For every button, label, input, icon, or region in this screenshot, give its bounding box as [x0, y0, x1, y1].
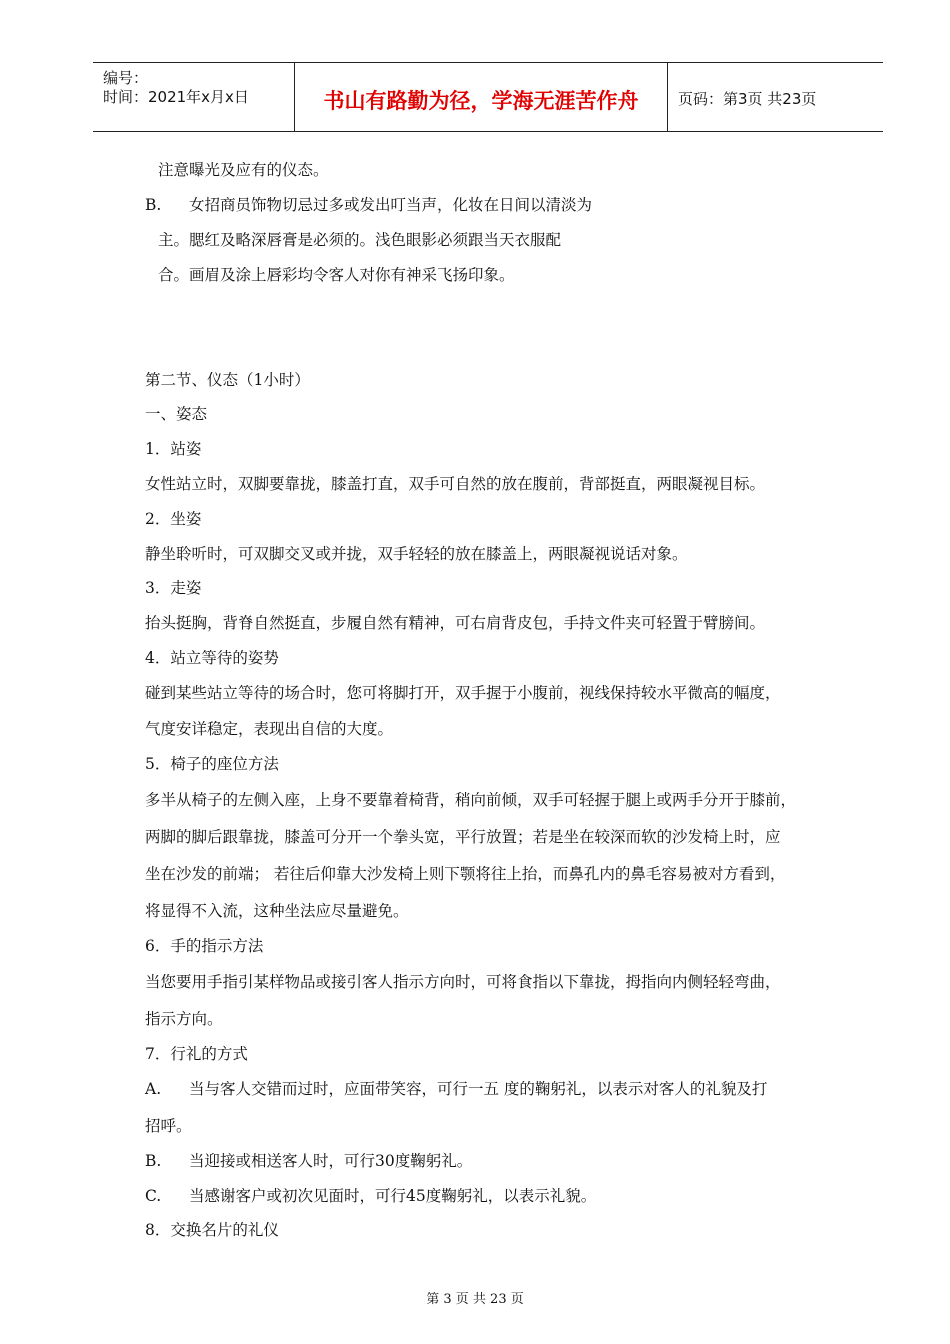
document-number-label: 编号： [103, 69, 149, 87]
paragraph-line: 将显得不入流，这种坐法应尽量避免。 [145, 902, 409, 920]
body-line: 合。画眉及涂上唇彩均令客人对你有神采飞扬印象。 [158, 266, 515, 284]
paragraph-line: 碰到某些站立等待的场合时，您可将脚打开，双手握于小腹前，视线保持较水平微高的幅度， [145, 684, 781, 702]
item-heading: 7．行礼的方式 [145, 1045, 248, 1063]
list-marker: C. [145, 1187, 162, 1205]
header-motto-cell [294, 63, 668, 131]
subsection-heading: 一、姿态 [145, 405, 208, 423]
page-footer: 第 3 页 共 23 页 [426, 1292, 524, 1307]
item-heading: 4．站立等待的姿势 [145, 649, 279, 667]
paragraph-line: 两脚的脚后跟靠拢，膝盖可分开一个拳头宽，平行放置；若是坐在较深而软的沙发椅上时，应 [145, 828, 781, 846]
list-marker: A. [145, 1080, 162, 1098]
item-heading: 2．坐姿 [145, 510, 202, 528]
paragraph-line: 指示方向。 [145, 1010, 223, 1028]
paragraph-line: 抬头挺胸，背脊自然挺直，步履自然有精神，可右肩背皮包，手持文件夹可轻置于臂膀间。 [145, 614, 766, 632]
list-item-text: 当迎接或相送客人时，可行30度鞠躬礼。 [189, 1152, 473, 1170]
paragraph-line: 招呼。 [145, 1117, 192, 1135]
list-item-b [145, 1151, 472, 1171]
paragraph-line: 气度安详稳定，表现出自信的大度。 [145, 720, 394, 738]
header-motto: 书山有路勤为径，学海无涯苦作舟 [323, 89, 639, 113]
paragraph-line: 坐在沙发的前端； 若往后仰靠大沙发椅上则下颚将往上抬，而鼻孔内的鼻毛容易被对方看到， [145, 865, 786, 883]
item-heading: 5．椅子的座位方法 [145, 755, 279, 773]
list-item-text: 当与客人交错而过时，应面带笑容，可行一五 度的鞠躬礼，以表示对客人的礼貌及打 [189, 1080, 768, 1098]
list-marker: B. [145, 1152, 162, 1170]
body-line: 主。腮红及略深唇膏是必须的。浅色眼影必须跟当天衣服配 [158, 231, 562, 249]
paragraph-line: 当您要用手指引某样物品或接引客人指示方向时，可将食指以下靠拢，拇指向内侧轻轻弯曲， [145, 973, 781, 991]
header-page-cell [668, 63, 883, 131]
item-heading: 3．走姿 [145, 579, 202, 597]
paragraph-line: 多半从椅子的左侧入座，上身不要靠着椅背，稍向前倾，双手可轻握于腿上或两手分开于膝前， [145, 791, 797, 809]
header-page-number: 页码：第3页 共23页 [678, 90, 817, 108]
list-marker: B. [145, 196, 162, 214]
paragraph-line: 静坐聆听时，可双脚交叉或并拢，双手轻轻的放在膝盖上，两眼凝视说话对象。 [145, 545, 688, 563]
document-time-label: 时间：2021年x月x日 [103, 88, 249, 106]
list-item-text: 女招商员饰物切忌过多或发出叮当声，化妆在日间以清淡为 [189, 196, 593, 214]
item-heading: 6．手的指示方法 [145, 937, 264, 955]
body-line: 注意曝光及应有的仪态。 [158, 161, 329, 179]
list-item-a [145, 1079, 767, 1099]
page-header [93, 62, 883, 132]
item-heading: 1．站姿 [145, 440, 202, 458]
list-item-b [145, 195, 592, 215]
paragraph-line: 女性站立时，双脚要靠拢，膝盖打直，双手可自然的放在腹前，背部挺直，两眼凝视目标。 [145, 475, 766, 493]
header-left-cell [93, 63, 293, 131]
section-title: 第二节、仪态（1小时） [145, 371, 310, 389]
list-item-text: 当感谢客户或初次见面时，可行45度鞠躬礼，以表示礼貌。 [189, 1187, 597, 1205]
list-item-c [145, 1186, 596, 1206]
item-heading: 8．交换名片的礼仪 [145, 1221, 279, 1239]
